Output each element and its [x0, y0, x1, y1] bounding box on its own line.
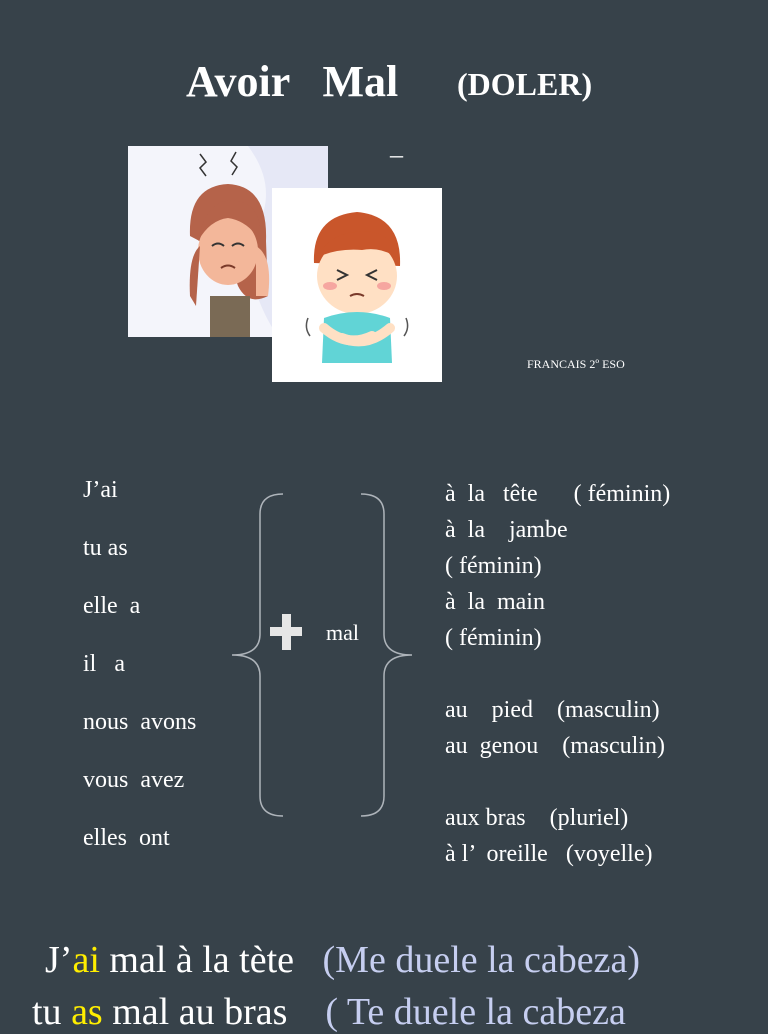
page-title: Avoir Mal: [186, 57, 399, 106]
mal-label: mal: [326, 620, 359, 645]
body-part-line: au genou (masculin): [445, 733, 665, 759]
body-part-line: ( féminin): [445, 553, 542, 579]
body-part-line: à la jambe: [445, 517, 568, 543]
body-part-line: à la tête ( féminin): [445, 481, 671, 507]
example-subject: tu: [32, 991, 72, 1033]
example-verb: ai: [72, 939, 100, 981]
example-translation: ( Te duele la cabeza: [325, 991, 626, 1033]
body-part-line: au pied (masculin): [445, 697, 660, 723]
dash-mark: –: [390, 140, 403, 169]
brace-connector: [228, 492, 416, 818]
example-rest: mal au bras: [102, 991, 288, 1033]
body-part-line: à la main: [445, 589, 545, 615]
stomachache-boy-image: [272, 188, 442, 382]
example-sentence-2: [32, 990, 768, 1034]
body-part-line: à l’ oreille (voyelle): [445, 841, 653, 867]
pronoun-elles: elles ont: [83, 825, 170, 851]
pronoun-jai: J’ai: [83, 477, 118, 503]
pronoun-il: il a: [83, 651, 125, 677]
example-verb: as: [71, 991, 103, 1033]
pronoun-elle: elle a: [83, 593, 141, 619]
example-subject: J’: [45, 939, 73, 981]
body-part-line: ( féminin): [445, 625, 542, 651]
pronoun-nous: nous avons: [83, 709, 197, 735]
course-credit: FRANCAIS 2º ESO: [527, 357, 625, 371]
body-part-line: aux bras (pluriel): [445, 805, 629, 831]
example-rest: mal à la tète: [99, 939, 295, 981]
pronoun-tu: tu as: [83, 535, 128, 561]
example-translation: (Me duele la cabeza): [322, 939, 641, 981]
page-subtitle: (DOLER): [457, 66, 593, 102]
example-sentence-1: [45, 938, 768, 982]
plus-icon: [268, 612, 304, 652]
pronoun-vous: vous avez: [83, 767, 185, 793]
